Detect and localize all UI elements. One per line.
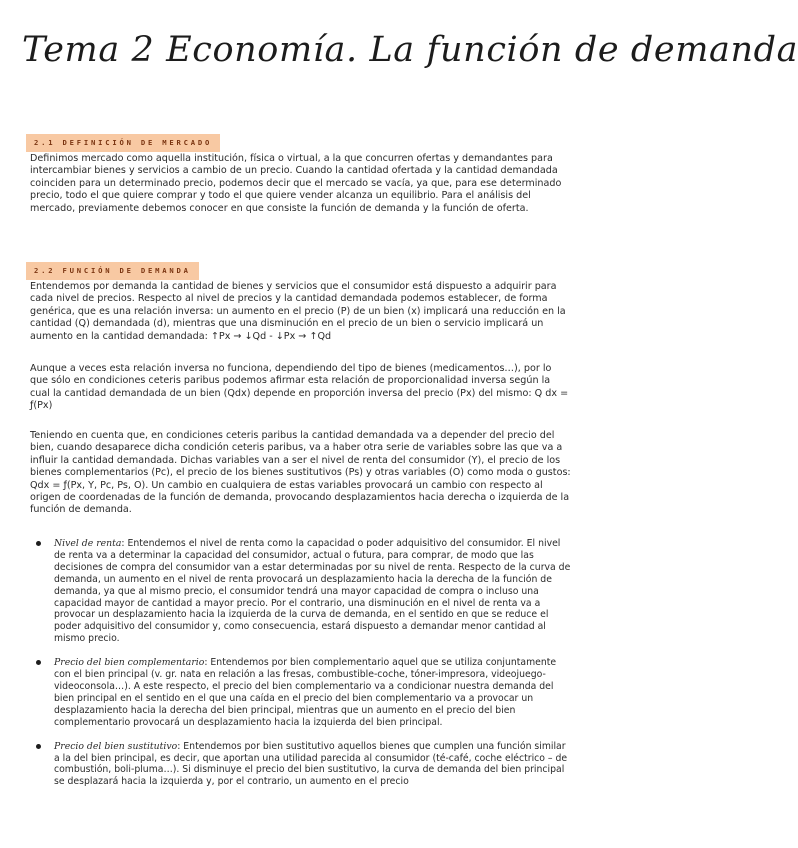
page-title: Tema 2 Economía. La función de demanda <box>22 30 798 70</box>
bullet-dot-icon <box>36 744 41 749</box>
bullet-dot-icon <box>36 660 41 665</box>
list-item-bien-complementario <box>30 657 572 728</box>
list-spacer <box>30 645 572 657</box>
term-description: : Entendemos por bien complementario aquel que se utiliza conjuntamente con el bien principal (v. gr. nata en relación a las fresas, combustible-coche, tóner-impresora, videojuego-videoconsola…). A este respecto, el precio del bien complementario va a condicionar nuestra demanda del bien principal en el sentido en el que una caída en el precio del bien complementario va a provocar un desplazamiento hacia la derecha del bien principal, mientras que un aumento en el precio del bien complementario provocará un desplazamiento hacia la izquierda del bien principal. <box>54 657 557 728</box>
term-label: Precio del bien complementario <box>54 657 205 669</box>
term-label: Precio del bien sustitutivo <box>54 740 178 752</box>
paragraph-variables-demanda: Teniendo en cuenta que, en condiciones ceteris paribus la cantidad demandada va a depender del precio del bien, cuando desaparece dicha condición ceteris paribus, va a haber otra serie de variables sobre las que va a influir la cantidad demandada. Dichas variables van a ser el nivel de renta del consumidor (Y), el precio de los bienes complementarios (Pc), el precio de los bienes sustitutivos (Ps) y otras variables (O) como moda o gustos: Qdx = ƒ(Px, Y, Pc, Ps, O). Un cambio en cualquiera de estas variables provocará un cambio con respecto al origen de coordenadas de la función de demanda, provocando desplazamientos hacia derecha o izquierda de la función de demanda. <box>30 430 571 516</box>
term-description: : Entendemos el nivel de renta como la capacidad o poder adquisitivo del consumidor. El nivel de renta va a determinar la capacidad del consumidor, actual o futura, para comprar, de modo que las decisiones de compra del consumidor van a estar determinadas por su nivel de renta. Respecto de la curva de demanda, un aumento en el nivel de renta provocará un desplazamiento hacia la derecha de la función de demanda, ya que al mismo precio, el consumidor tendrá una mayor capacidad de compra o incluso una capacidad mayor de cantidad a mayor precio. Por el contrario, una disminución en el nivel de renta va a provocar un desplazamiento hacia la izquierda de la curva de demanda, en el sentido en que se reduce el poder adquisitivo del consumidor y, como consecuencia, estará dispuesto a demandar menor cantidad al mismo precio. <box>54 538 571 645</box>
paragraph-ceteris-paribus: Aunque a veces esta relación inversa no funciona, dependiendo del tipo de bienes (medicamentos…), por lo que sólo en condiciones ceteris paribus podemos afirmar esta relación de proporcionalidad inversa según la cual la cantidad demandada de un bien (Qdx) depende en proporción inversa del precio (Px) del mismo: Q dx = ƒ(Px) <box>30 363 569 412</box>
bullet-dot-icon <box>36 541 41 546</box>
determinants-list <box>30 538 572 788</box>
paragraph-demanda-definicion: Entendemos por demanda la cantidad de bienes y servicios que el consumidor está dispuesto a adquirir para cada nivel de precios. Respecto al nivel de precios y la cantidad demandada podemos establecer, de forma genérica, que es una relación inversa: un aumento en el precio (P) de un bien (x) implicará una reducción en la cantidad (Q) demandada (d), mientras que una disminución en el precio de un bien o servicio implicará un aumento en la cantidad demandada: ↑Px → ↓Qd - ↓Px → ↑Qd <box>30 281 566 342</box>
term-label: Nivel de renta <box>54 538 122 549</box>
paragraph-definicion-mercado: Definimos mercado como aquella institución, física o virtual, a la que concurren ofertas y demandantes para intercambiar bienes y servicios a cambio de un precio. Cuando la cantidad ofertada y la cantidad demandada coinciden para un determinado precio, podemos decir que el mercado se vacía, ya que, para ese determinado precio, todo el que quiere comprar y todo el que quiere vender alcanza un equilibrio. Para el análisis del mercado, previamente debemos conocer en que consiste la función de demanda y la función de oferta. <box>30 153 562 214</box>
term-description: : Entendemos por bien sustitutivo aquellos bienes que cumplen una función similar a la del bien principal, es decir, que aportan una utilidad parecida al consumidor (té-café, coche eléctrico – de combustión, boli-pluma…). Si disminuye el precio del bien sustitutivo, la curva de demanda del bien principal se desplazará hacia la izquierda y, por el contrario, un aumento en el precio <box>54 740 568 788</box>
list-spacer <box>30 729 572 741</box>
section-heading-funcion-demanda: 2.2 FUNCIÓN DE DEMANDA <box>26 262 199 280</box>
section-heading-definicion-mercado: 2.1 DEFINICIÓN DE MERCADO <box>26 134 220 152</box>
list-item-nivel-renta <box>30 538 572 645</box>
list-item-bien-sustitutivo <box>30 741 572 789</box>
